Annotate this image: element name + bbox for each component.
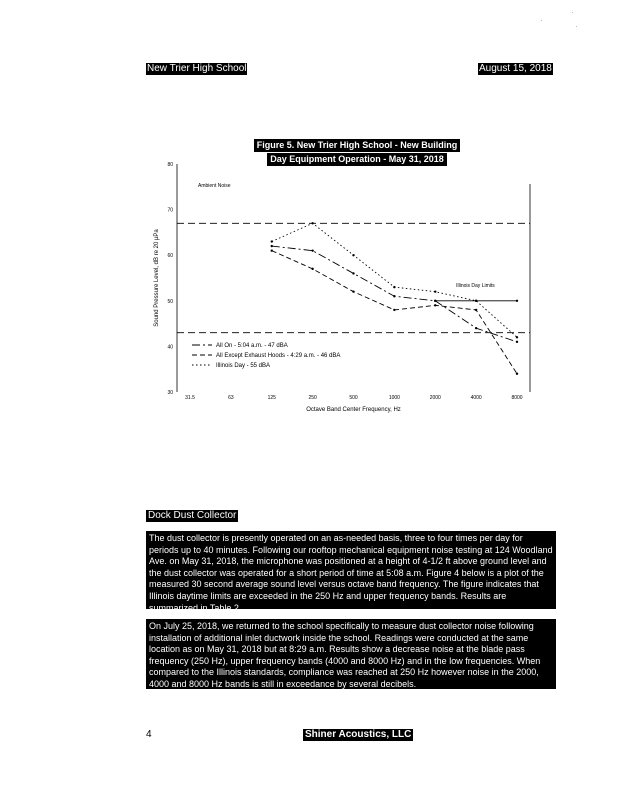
y-axis-label: Sound Pressure Level, dB re 20 µPa (154, 229, 160, 327)
y-tick-label: 80 (167, 162, 173, 168)
series-2-point (434, 304, 436, 306)
series-4-point (516, 300, 518, 302)
header-date: August 15, 2018 (479, 63, 552, 74)
series-3-point (352, 254, 354, 256)
figure-title-line-1: Figure 5. New Trier High School - New Building (254, 139, 461, 152)
series-line-1 (272, 246, 517, 342)
series-1-point (271, 245, 273, 247)
series-2-point (516, 373, 518, 375)
x-tick-label: 2000 (429, 395, 441, 401)
series-3-point (393, 286, 395, 288)
series-line-3 (272, 223, 517, 337)
x-tick-label: 63 (228, 395, 234, 401)
x-tick-label: 8000 (511, 395, 523, 401)
x-axis-label: Octave Band Center Frequency, Hz (306, 407, 401, 413)
x-tick-label: 4000 (470, 395, 482, 401)
section-heading-dust-collector: Dock Dust Collector (148, 510, 237, 521)
annotation-1: Ambient Noise (198, 182, 231, 189)
x-tick-label: 125 (267, 395, 276, 401)
footer-company-name: Shiner Acoustics, LLC (305, 729, 412, 740)
series-3-point (271, 240, 273, 242)
y-tick-label: 40 (167, 344, 173, 351)
series-2-point (393, 309, 395, 311)
figure-title-line-2: Day Equipment Operation - May 31, 2018 (267, 153, 447, 166)
legend-entry-3: Illinois Day - 55 dBA (216, 363, 271, 369)
series-1-point (352, 272, 354, 274)
x-tick-label: 500 (349, 395, 358, 401)
annotation-2: Illinois Day Limits (456, 283, 495, 290)
x-tick-label: 1000 (388, 395, 400, 401)
series-2-point (271, 249, 273, 251)
paragraph-dust-collector-operation: The dust collector is presently operated on an as-needed basis, three to four times per day for periods up to 40 minutes. Following our rooftop mechanical equipment noise testing at 124 Woodland Ave. on May 31, 2018, the microphone was positioned at a height of 4-1/2 ft above ground level and the dust collector was operated for a short period of time at 5:08 a.m. Figure 4 below is a plot of the measured 30 second average sound level versus octave band frequency. The figure indicates that Illinois daytime limits are exceeded in the 250 Hz and upper frequency bands. Results are summarized in Table 2. (146, 531, 556, 609)
y-tick-label: 70 (167, 207, 173, 214)
series-1-point (311, 249, 313, 251)
series-3-point (311, 222, 313, 224)
page-number: 4 (146, 729, 152, 740)
x-tick-label: 250 (308, 395, 317, 401)
series-1-point (516, 341, 518, 343)
legend-entry-1: All On - 5:04 a.m. - 47 dBA (216, 343, 288, 349)
series-2-point (475, 309, 477, 311)
paragraph-follow-up-measurement: On July 25, 2018, we returned to the school specifically to measure dust collector noise following installation of additional inlet ductwork inside the school. Readings were conducted at the same location as on May 31, 2018 but at 8:29 a.m. Results show a decrease noise at the blade pass frequency (250 Hz), upper frequency bands (4000 and 8000 Hz) and in the low frequencies. When compared to the Illinois standards, compliance was reached at 250 Hz however noise in the 2000, 4000 and 8000 Hz bands is still in exceedance by several decibels. (146, 619, 556, 689)
series-3-point (434, 290, 436, 292)
x-tick-label: 31.5 (185, 395, 195, 401)
header-school-name: New Trier High School (147, 63, 247, 74)
y-tick-label: 50 (167, 298, 173, 305)
octave-band-chart (150, 158, 550, 420)
series-2-point (352, 290, 354, 292)
series-2-point (311, 268, 313, 270)
y-tick-label: 60 (167, 253, 173, 260)
series-4-point (475, 300, 477, 302)
series-4-point (434, 300, 436, 302)
series-1-point (393, 295, 395, 297)
y-tick-label: 30 (167, 390, 173, 396)
series-1-point (475, 327, 477, 329)
series-3-point (516, 336, 518, 338)
legend-entry-2: All Except Exhaust Hoods - 4:29 a.m. - 46 dBA (216, 353, 341, 359)
